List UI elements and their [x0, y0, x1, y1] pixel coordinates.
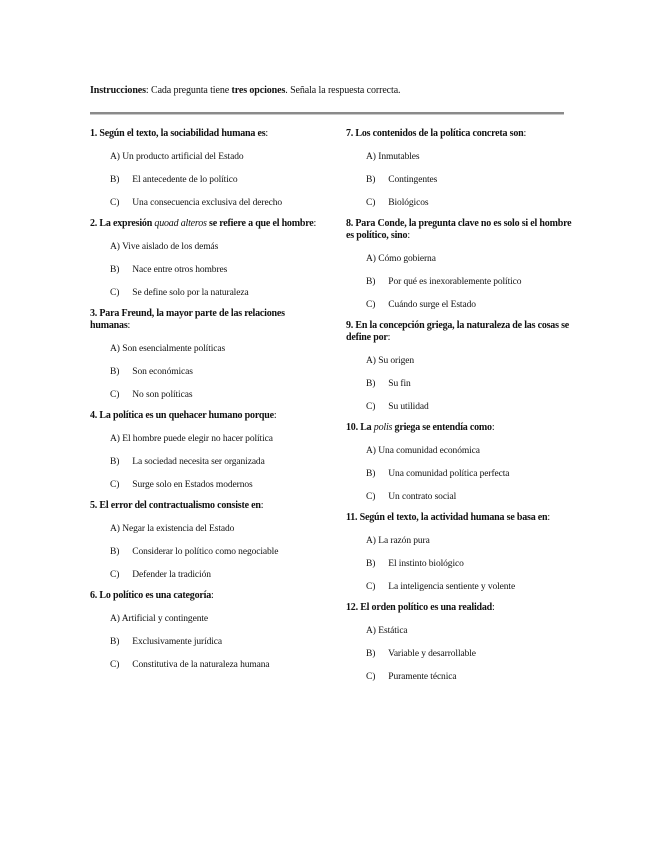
answer-option[interactable] [366, 558, 576, 570]
question-text: 8. Para Conde, la pregunta clave no es solo si el hombre es político, sino: [346, 218, 572, 241]
question-text: 6. Lo político es una categoría: [90, 590, 214, 601]
answer-option[interactable] [110, 659, 320, 671]
answer-option[interactable] [110, 264, 320, 276]
option-text: Constitutiva de la naturaleza humana [132, 660, 270, 670]
right-column [346, 128, 576, 692]
option-letter: C) [366, 198, 376, 208]
option-text: El antecedente de lo político [132, 175, 238, 185]
option-text: Un contrato social [388, 492, 457, 502]
option-letter: C) [366, 672, 376, 682]
option-letter: B) [366, 175, 376, 185]
answer-option[interactable] [110, 343, 320, 355]
instructions-text-1: : Cada pregunta tiene [145, 85, 232, 96]
question-block [346, 422, 576, 503]
question-text-italic: polis [373, 422, 393, 433]
option-letter: C) [110, 570, 120, 580]
option-text: Biológicos [388, 198, 429, 208]
option-letter: A) [110, 242, 120, 252]
answer-option[interactable] [110, 613, 320, 625]
answer-option[interactable] [366, 174, 576, 186]
option-text: No son políticas [132, 390, 193, 400]
option-letter: B) [110, 367, 120, 377]
question-text-main: 8. Para Conde, la pregunta clave no es solo si el hombre es político, sino [346, 218, 572, 241]
question-text-pre: 10. La [346, 422, 374, 433]
option-letter: B) [366, 649, 376, 659]
option-text: Inmutables [378, 152, 420, 162]
answer-option[interactable] [366, 445, 576, 457]
question-block [346, 602, 576, 683]
option-text: Una comunidad económica [378, 446, 480, 456]
answer-option[interactable] [366, 355, 576, 367]
question-text-main: 1. Según el texto, la sociabilidad humana es [90, 128, 266, 139]
option-letter: B) [366, 469, 376, 479]
question-text: 1. Según el texto, la sociabilidad humana es: [90, 128, 268, 139]
option-letter: C) [366, 582, 376, 592]
answer-option[interactable] [366, 625, 576, 637]
answer-option[interactable] [110, 241, 320, 253]
option-text: Defender la tradición [132, 570, 211, 580]
answer-option[interactable] [366, 581, 576, 593]
option-text: Nace entre otros hombres [132, 265, 228, 275]
answer-option[interactable] [110, 636, 320, 648]
answer-option[interactable] [110, 287, 320, 299]
answer-option[interactable] [366, 491, 576, 503]
answer-option[interactable] [366, 468, 576, 480]
left-column [90, 128, 320, 680]
question-block [346, 218, 576, 311]
option-text: Variable y desarrollable [388, 649, 476, 659]
option-letter: B) [110, 637, 120, 647]
question-text: 7. Los contenidos de la política concreta son: [346, 128, 527, 139]
option-letter: C) [110, 288, 120, 298]
option-letter: B) [110, 457, 120, 467]
question-text: 3. Para Freund, la mayor parte de las relaciones humanas: [90, 308, 285, 331]
option-letter: A) [366, 254, 376, 264]
answer-option[interactable] [110, 366, 320, 378]
answer-option[interactable] [110, 456, 320, 468]
option-text: Negar la existencia del Estado [122, 524, 235, 534]
divider-rule [90, 112, 564, 115]
question-text-main: 7. Los contenidos de la política concreta son [346, 128, 524, 139]
option-text: Cómo gobierna [378, 254, 436, 264]
instructions-text-2: . Señala la respuesta correcta. [285, 85, 401, 96]
option-text: Considerar lo político como negociable [132, 547, 279, 557]
question-block [90, 218, 320, 299]
question-text-main: 11. Según el texto, la actividad humana se basa en [346, 512, 548, 523]
question-text-main: 5. El error del contractualismo consiste en [90, 500, 261, 511]
answer-option[interactable] [110, 433, 320, 445]
option-text: Puramente técnica [388, 672, 457, 682]
option-letter: A) [110, 344, 120, 354]
answer-option[interactable] [110, 546, 320, 558]
question-text-main: 12. El orden político es una realidad [346, 602, 493, 613]
question-text-italic: quoad alteros [154, 218, 207, 229]
option-text: La razón pura [378, 536, 430, 546]
instructions-lead: Instrucciones [90, 85, 146, 96]
option-letter: B) [110, 265, 120, 275]
question-text-post: griega se entendía como [392, 422, 492, 433]
question-text-main: 3. Para Freund, la mayor parte de las relaciones humanas [90, 308, 285, 331]
answer-option[interactable] [366, 299, 576, 311]
option-text: Vive aislado de los demás [122, 242, 219, 252]
option-letter: A) [110, 524, 120, 534]
option-text: Un producto artificial del Estado [122, 152, 244, 162]
question-block [346, 128, 576, 209]
option-letter: B) [366, 379, 376, 389]
option-letter: C) [366, 300, 376, 310]
answer-option[interactable] [366, 648, 576, 660]
option-text: El hombre puede elegir no hacer política [122, 434, 273, 444]
answer-option[interactable] [366, 401, 576, 413]
option-letter: A) [366, 152, 376, 162]
answer-option[interactable] [110, 523, 320, 535]
question-block [90, 590, 320, 671]
question-text-post: se refiere a que el hombre [206, 218, 314, 229]
instructions [90, 85, 570, 96]
question-text: 11. Según el texto, la actividad humana se basa en: [346, 512, 551, 523]
question-block [90, 500, 320, 581]
option-letter: C) [110, 660, 120, 670]
answer-option[interactable] [110, 389, 320, 401]
option-text: Por qué es inexorablemente político [388, 277, 522, 287]
instructions-bold: tres opciones [231, 85, 286, 96]
question-text: 2. La expresión quoad alteros se refiere a que el hombre: [90, 218, 317, 229]
option-letter: A) [366, 446, 376, 456]
option-letter: B) [366, 559, 376, 569]
option-text: Una comunidad política perfecta [388, 469, 510, 479]
answer-option[interactable] [366, 197, 576, 209]
answer-option[interactable] [110, 569, 320, 581]
question-text-main: 4. La política es un quehacer humano porque [90, 410, 274, 421]
option-text: Su fin [388, 379, 411, 389]
option-text: La sociedad necesita ser organizada [132, 457, 265, 467]
option-text: Surge solo en Estados modernos [132, 480, 253, 490]
option-letter: B) [110, 547, 120, 557]
question-block [346, 320, 576, 413]
option-letter: A) [110, 614, 120, 624]
option-text: Contingentes [388, 175, 438, 185]
question-text: 10. La polis griega se entendía como: [346, 422, 495, 433]
option-letter: B) [110, 175, 120, 185]
option-text: Cuándo surge el Estado [388, 300, 476, 310]
answer-option[interactable] [366, 253, 576, 265]
option-text: Artificial y contingente [121, 614, 209, 624]
answer-option[interactable] [110, 174, 320, 186]
option-letter: C) [110, 480, 120, 490]
option-text: Se define solo por la naturaleza [132, 288, 249, 298]
answer-option[interactable] [110, 479, 320, 491]
option-letter: A) [366, 536, 376, 546]
option-letter: C) [110, 198, 120, 208]
option-text: Su origen [378, 356, 415, 366]
option-text: El instinto biológico [388, 559, 464, 569]
answer-option[interactable] [110, 197, 320, 209]
option-letter: A) [110, 434, 120, 444]
question-text-main: 9. En la concepción griega, la naturaleza de las cosas se define por [346, 320, 570, 343]
question-block [90, 128, 320, 209]
answer-option[interactable] [366, 151, 576, 163]
question-text: 5. El error del contractualismo consiste en: [90, 500, 264, 511]
question-text-pre: 2. La expresión [90, 218, 155, 229]
answer-option[interactable] [366, 535, 576, 547]
answer-option[interactable] [366, 671, 576, 683]
answer-option[interactable] [366, 378, 576, 390]
option-letter: C) [366, 402, 376, 412]
answer-option[interactable] [110, 151, 320, 163]
answer-option[interactable] [366, 276, 576, 288]
option-text: Son económicas [132, 367, 193, 377]
option-letter: A) [110, 152, 120, 162]
question-text-main: 6. Lo político es una categoría [90, 590, 212, 601]
option-text: Una consecuencia exclusiva del derecho [132, 198, 282, 208]
option-letter: B) [366, 277, 376, 287]
question-block [90, 308, 320, 401]
option-text: Estática [378, 626, 408, 636]
question-block [346, 512, 576, 593]
option-letter: C) [110, 390, 120, 400]
option-letter: A) [366, 356, 376, 366]
option-text: Su utilidad [388, 402, 429, 412]
option-letter: A) [366, 626, 376, 636]
option-text: La inteligencia sentiente y volente [388, 582, 516, 592]
question-text: 4. La política es un quehacer humano porque: [90, 410, 277, 421]
question-text: 9. En la concepción griega, la naturaleza de las cosas se define por: [346, 320, 570, 343]
option-text: Exclusivamente jurídica [132, 637, 223, 647]
option-text: Son esencialmente políticas [122, 344, 226, 354]
question-block [90, 410, 320, 491]
question-text: 12. El orden político es una realidad: [346, 602, 495, 613]
option-letter: C) [366, 492, 376, 502]
